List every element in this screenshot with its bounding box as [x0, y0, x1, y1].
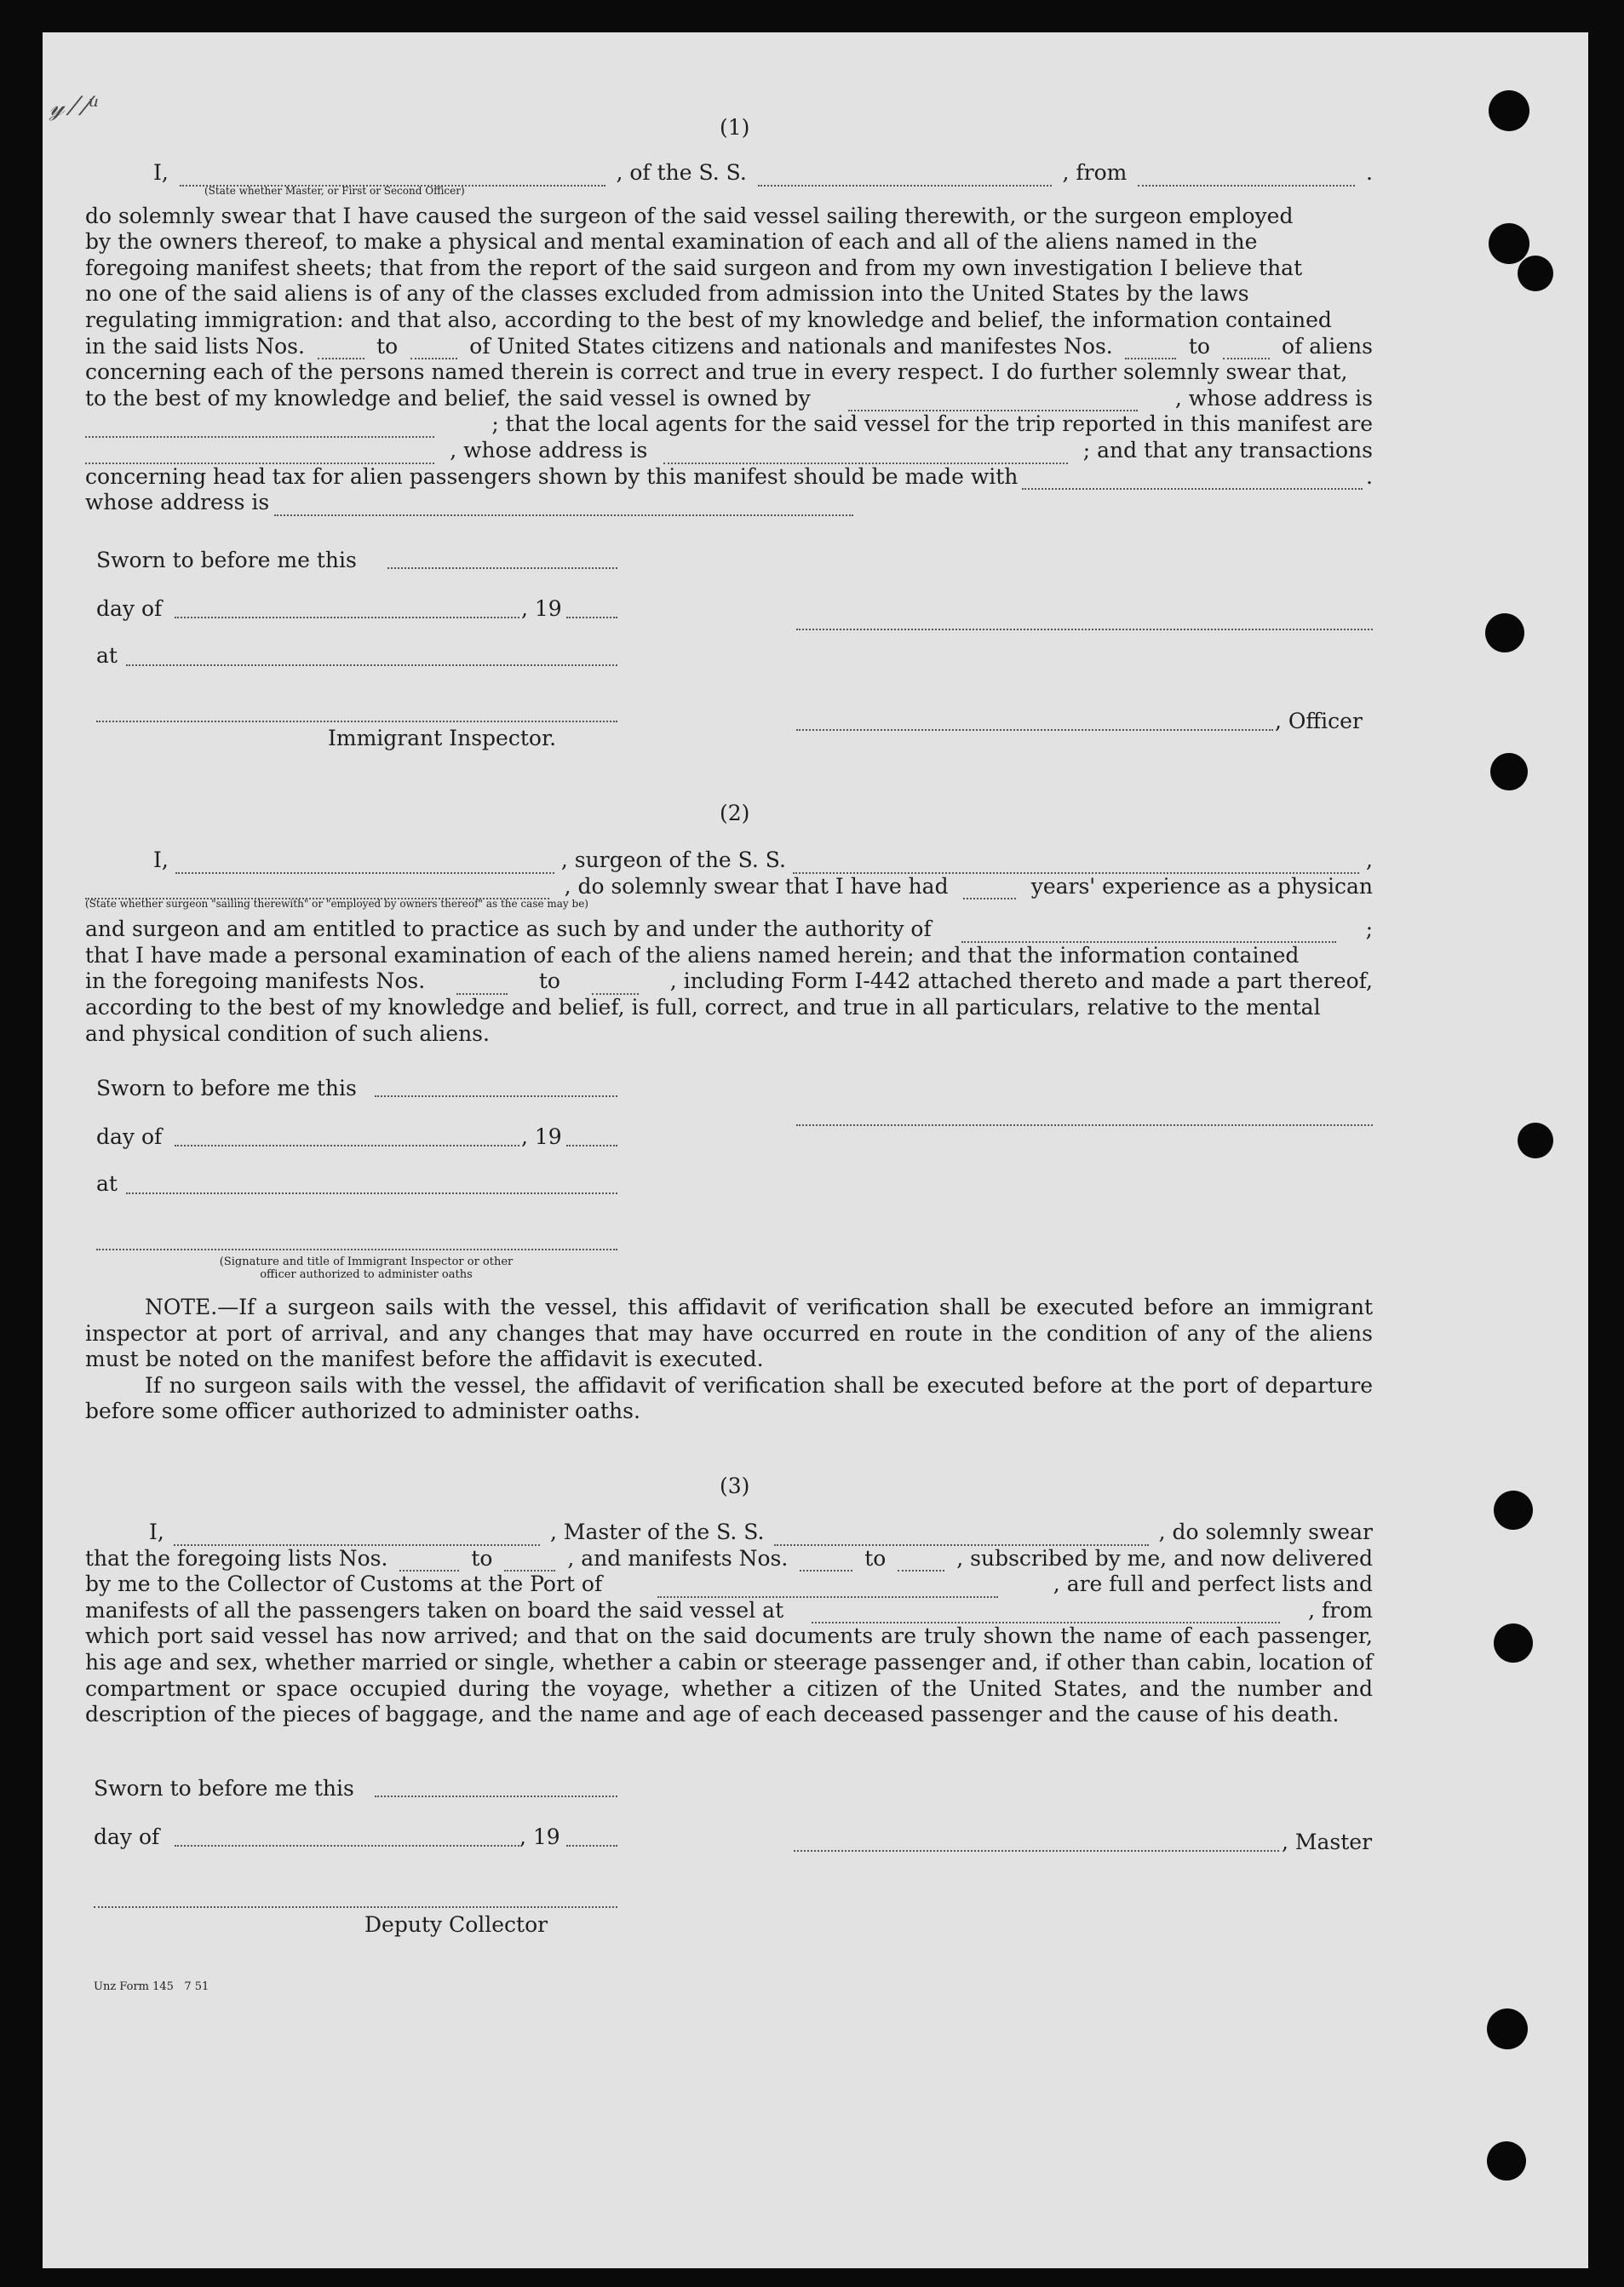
- section-1-line1: [85, 160, 1373, 187]
- binder-hole: [1494, 1491, 1533, 1530]
- note-paragraph: If no surgeon sails with the vessel, the affidavit of verification shall be executed before at the port of departure before some officer authorized to administer oaths.: [85, 1372, 1373, 1424]
- surgeon-signature-field[interactable]: [796, 1124, 1373, 1126]
- manifests-to-field[interactable]: [898, 1553, 944, 1572]
- binder-hole: [1489, 90, 1529, 131]
- swear-label: , do solemnly swear that I have had: [564, 873, 949, 899]
- swear-label: , do solemnly swear: [1158, 1520, 1373, 1544]
- officer-title-field[interactable]: [796, 729, 1273, 731]
- owner-address-field[interactable]: [85, 419, 434, 438]
- binder-hole: [1518, 256, 1553, 291]
- year-field[interactable]: [566, 1845, 617, 1847]
- to-label: to: [376, 333, 399, 359]
- day-of-label: day of: [94, 1824, 160, 1849]
- years-field[interactable]: [963, 881, 1016, 899]
- port-field[interactable]: [657, 1579, 998, 1598]
- section-3-number: (3): [720, 1474, 750, 1498]
- oath-text: and physical condition of such aliens.: [85, 1020, 490, 1046]
- sworn-date-field[interactable]: [375, 1796, 617, 1797]
- lists-from-field[interactable]: [399, 1553, 459, 1572]
- authority-line: [85, 917, 1373, 943]
- section-3-line3: [85, 1572, 1373, 1598]
- inspector-signature-field[interactable]: [96, 721, 617, 722]
- oath-text: regulating immigration: and that also, according to the best of my knowledge and belief, the information contained: [85, 307, 1332, 332]
- from-port-field[interactable]: [1138, 168, 1355, 187]
- inspector-label: Immigrant Inspector.: [328, 726, 557, 750]
- lists-label: in the said lists Nos.: [85, 333, 305, 359]
- oath-text: which port said vessel has now arrived; and that on the said documents are truly shown the name of each passenger, his age and sex, whether married or single, whether a cabin or steerage passenger and, if other than cabin, location of compartment or space occupied during the voyage, whether a citizen of the United States, and the number and description of the pieces of baggage, and the name and age of each deceased passenger and the cause of his death.: [85, 1623, 1373, 1727]
- master-name-field[interactable]: [174, 1527, 540, 1546]
- day-of-label: day of: [96, 596, 163, 621]
- owned-line: [85, 386, 1373, 412]
- manifests-from-field[interactable]: [1125, 341, 1176, 359]
- port-label: by me to the Collector of Customs at the Port of: [85, 1572, 603, 1597]
- vessel-name-field[interactable]: [774, 1527, 1149, 1546]
- owned-label: to the best of my knowledge and belief, the said vessel is owned by: [85, 385, 811, 411]
- manifests-from-field[interactable]: [800, 1553, 852, 1572]
- section-2-line2: [85, 874, 1373, 900]
- collector-signature-field[interactable]: [94, 1906, 617, 1908]
- lists-line: [85, 334, 1373, 360]
- signature-note: (Signature and title of Immigrant Inspector or other officer authorized to administer oaths: [219, 1256, 514, 1281]
- surgeon-status-field[interactable]: [85, 881, 549, 899]
- form-label: , including Form I-442 attached thereto and made a part thereof,: [669, 968, 1373, 994]
- agents-address-field[interactable]: [663, 445, 1068, 464]
- year-field[interactable]: [566, 617, 617, 618]
- owner-field[interactable]: [848, 393, 1138, 411]
- officer-signature-field[interactable]: [796, 629, 1373, 630]
- semicolon: ;: [1365, 917, 1373, 942]
- handwritten-mark: 𝓎 ⁄ ⁄ᵘ: [49, 92, 100, 122]
- section-3-line4: [85, 1598, 1373, 1624]
- comma: ,: [1366, 848, 1373, 872]
- manifests-from-field[interactable]: [456, 976, 508, 995]
- to-label: to: [864, 1545, 887, 1571]
- collector-label: Deputy Collector: [364, 1912, 548, 1937]
- master-label: , Master of the S. S.: [550, 1520, 765, 1544]
- day-of-label: day of: [96, 1124, 163, 1149]
- lists-label: that the foregoing lists Nos.: [85, 1545, 388, 1571]
- binder-hole: [1487, 2141, 1526, 2181]
- at-label: at: [96, 643, 118, 668]
- pronoun-label: I,: [153, 160, 169, 185]
- month-field[interactable]: [175, 1845, 519, 1847]
- section-2-number: (2): [720, 801, 750, 825]
- place-field[interactable]: [126, 664, 617, 666]
- boarding-port-field[interactable]: [812, 1605, 1280, 1623]
- at-label: at: [96, 1171, 118, 1196]
- oath-text: do solemnly swear that I have caused the surgeon of the said vessel sailing therewith, or the surgeon employed: [85, 203, 1294, 228]
- verification-note: [85, 1295, 1373, 1425]
- delivered-label: , subscribed by me, and now delivered: [956, 1545, 1373, 1571]
- lists-to-field[interactable]: [410, 341, 457, 359]
- head-tax-field[interactable]: [1022, 471, 1363, 490]
- period: .: [1366, 160, 1373, 185]
- manifests-label: of United States citizens and nationals and manifestes Nos.: [469, 333, 1113, 359]
- lists-label: , are full and perfect lists and: [1053, 1572, 1373, 1597]
- place-field[interactable]: [126, 1192, 617, 1194]
- manifests-to-field[interactable]: [592, 976, 639, 995]
- oath-text: foregoing manifest sheets; that from the report of the said surgeon and from my own investigation I believe that: [85, 255, 1303, 280]
- year-field[interactable]: [566, 1145, 617, 1146]
- year-label: , 19: [521, 596, 562, 621]
- head-tax-line: concerning head tax for alien passengers shown by this manifest should be made with .: [85, 463, 1373, 489]
- note-paragraph: NOTE.—If a surgeon sails with the vessel, this affidavit of verification shall be executed before an immigrant inspector at port of arrival, and any changes that may have occurred en route in the condition of any of the aliens must be noted on the manifest before the affidavit is executed.: [85, 1295, 1373, 1372]
- agents-address-line: [85, 438, 1373, 464]
- whose-address-line: [85, 490, 1373, 516]
- to-label: to: [471, 1545, 493, 1571]
- section-2: [85, 848, 1373, 1047]
- oath-text: no one of the said aliens is of any of the classes excluded from admission into the United States by the laws: [85, 281, 1249, 307]
- form-id: Unz Form 145 7 51: [94, 1980, 209, 1993]
- manifests-label: in the foregoing manifests Nos.: [85, 968, 426, 994]
- year-label: , 19: [521, 1124, 562, 1149]
- lists-to-field[interactable]: [504, 1553, 555, 1572]
- authority-field[interactable]: [961, 924, 1336, 943]
- sworn-date-field[interactable]: [387, 567, 617, 569]
- month-field[interactable]: [175, 617, 519, 618]
- year-label: , 19: [519, 1824, 560, 1849]
- boarded-label: manifests of all the passengers taken on board the said vessel at: [85, 1597, 784, 1623]
- sworn-date-field[interactable]: [375, 1095, 617, 1097]
- binder-hole: [1494, 1623, 1533, 1663]
- binder-hole: [1485, 613, 1524, 652]
- head-tax-label: concerning head tax for alien passengers shown by this manifest should be made with: [85, 463, 1019, 489]
- address-label: , whose address is: [1174, 385, 1373, 411]
- surgeon-label: , surgeon of the S. S.: [560, 848, 786, 872]
- master-label: , Master: [1282, 1830, 1373, 1854]
- section-3-line1: [85, 1520, 1373, 1546]
- officer-note: (State whether Master, or First or Second Officer): [204, 184, 465, 197]
- oath-text: concerning each of the persons named therein is correct and true in every respect. I do further solemnly swear that,: [85, 359, 1348, 385]
- agents-line: [85, 411, 1373, 438]
- surgeon-note: (State whether surgeon "sailing therewith" or "employed by owners thereof" as the case may be): [85, 898, 588, 911]
- binder-hole: [1489, 223, 1529, 264]
- manifests-line: [85, 968, 1373, 995]
- binder-hole: [1518, 1123, 1553, 1158]
- section-1-number: (1): [720, 115, 750, 140]
- address-label: , whose address is: [450, 437, 648, 463]
- section-2-line1: [85, 848, 1373, 874]
- section-3-line2: [85, 1546, 1373, 1572]
- pronoun-label: I,: [149, 1520, 164, 1544]
- officer-name-field[interactable]: [180, 168, 605, 187]
- manifests-label: , and manifests Nos.: [567, 1545, 789, 1571]
- to-label: to: [538, 968, 560, 994]
- month-field[interactable]: [175, 1145, 519, 1146]
- sworn-label: Sworn to before me this: [94, 1776, 354, 1801]
- address-label: whose address is: [85, 490, 270, 515]
- oath-text: by the owners thereof, to make a physical and mental examination of each and all of the aliens named in the: [85, 229, 1258, 255]
- vessel-name-field[interactable]: [758, 168, 1052, 187]
- agents-field[interactable]: [85, 445, 434, 464]
- from-label: , from: [1308, 1597, 1373, 1623]
- inspector-signature-field[interactable]: [96, 1249, 617, 1250]
- binder-hole: [1490, 753, 1528, 790]
- binder-hole: [1487, 2008, 1528, 2049]
- from-label: , from: [1062, 160, 1128, 185]
- oath-text: that I have made a personal examination of each of the aliens named herein; and that the information contained: [85, 942, 1300, 968]
- section-3: [85, 1520, 1373, 1728]
- agents-label: ; that the local agents for the said vessel for the trip reported in this manifest are: [491, 411, 1373, 437]
- manifests-to-field[interactable]: [1223, 341, 1270, 359]
- sworn-label: Sworn to before me this: [96, 548, 357, 572]
- sworn-label: Sworn to before me this: [96, 1076, 357, 1100]
- experience-label: years' experience as a physican: [1030, 873, 1373, 899]
- lists-from-field[interactable]: [318, 341, 364, 359]
- head-tax-address-field[interactable]: [274, 497, 853, 516]
- authority-label: and surgeon and am entitled to practice as such by and under the authority of: [85, 917, 932, 942]
- transactions-label: ; and that any transactions: [1082, 437, 1373, 463]
- surgeon-name-field[interactable]: [175, 855, 554, 874]
- to-label: to: [1188, 333, 1210, 359]
- oath-text: according to the best of my knowledge and belief, is full, correct, and true in all particulars, relative to the mental: [85, 994, 1321, 1020]
- pronoun-label: I,: [153, 848, 169, 872]
- master-signature-field[interactable]: [794, 1850, 1279, 1852]
- of-ss-label: , of the S. S.: [616, 160, 747, 185]
- section-1: [85, 160, 1373, 516]
- aliens-label: of aliens: [1282, 333, 1373, 359]
- officer-label: , Officer: [1275, 709, 1363, 733]
- vessel-name-field[interactable]: [793, 855, 1359, 874]
